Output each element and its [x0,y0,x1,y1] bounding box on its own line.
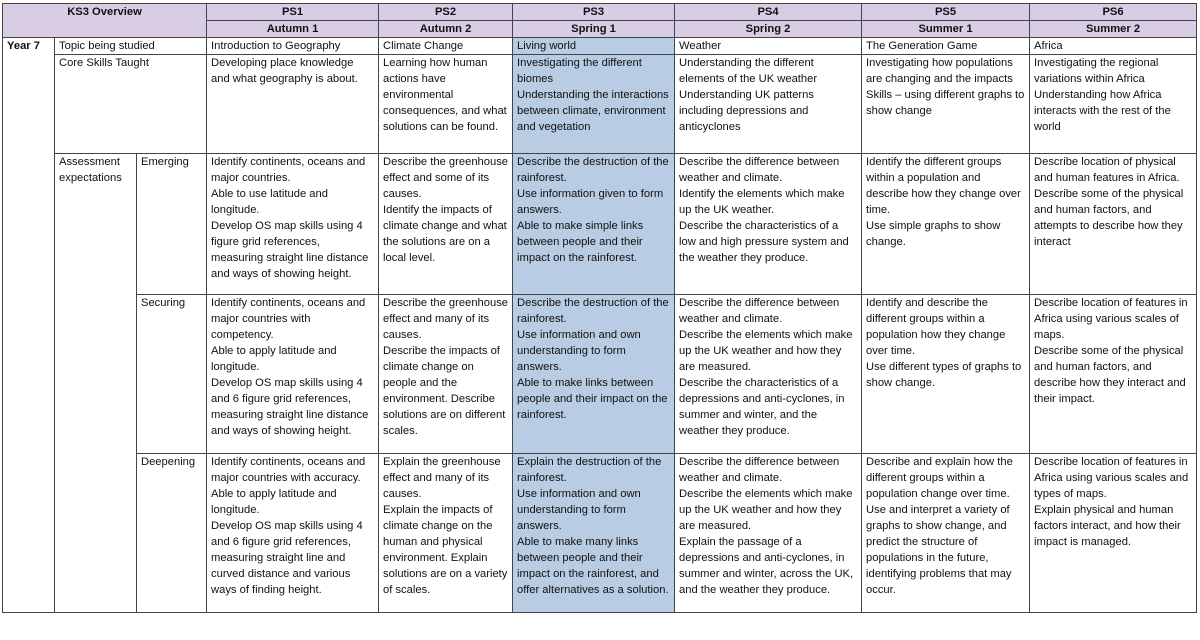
cell-text-line: The Generation Game [866,40,978,52]
cell-text-line: Describe the characteristics of a depressions and anti-cyclones, in summer and winter, and the weather they produce. [679,377,845,437]
row-label-assessment: Assessment expectations [55,154,137,613]
column-header-ps: PS6 [1030,4,1197,21]
cell-text-line: Identify continents, oceans and major countries. [211,156,366,184]
cell-text-line: Identify continents, oceans and major countries with accuracy. [211,456,366,484]
cell-text-line: Understanding UK patterns including depressions and anticyclones [679,89,814,133]
cell-text-line: Describe location of features in Africa using various scales of maps. [1034,297,1188,341]
cell-text-line: Able to make simple links between people and their impact on the rainforest. [517,220,644,264]
cell-text-line: Africa [1034,40,1063,52]
row-label-core-skills: Core Skills Taught [55,55,207,154]
column-header-ps: PS5 [862,4,1030,21]
column-header-term: Spring 2 [675,21,862,38]
core-skills-cell [513,55,675,154]
cell-text-line: Describe the impacts of climate change on people and the environment. Describe solutions are on different scales. [383,345,506,437]
cell-text-line: Describe the destruction of the rainforest. [517,156,669,184]
cell-text-line: Investigating the different biomes [517,57,642,85]
emerging-cell [379,154,513,295]
cell-text-line: Explain the greenhouse effect and many of its causes. [383,456,501,500]
cell-text-line: Describe the elements which make up the UK weather and how they are measured. [679,329,853,373]
cell-text-line: Develop OS map skills using 4 and 6 figure grid references, measuring straight line distance and ways of showing height. [211,377,369,437]
emerging-row [3,154,1197,295]
core-skills-cell [1030,55,1197,154]
cell-text-line: Understanding how Africa interacts with the rest of the world [1034,89,1171,133]
cell-text-line: Able to use latitude and longitude. [211,188,328,216]
row-label-topic: Topic being studied [55,38,207,55]
cell-text-line: Describe the characteristics of a low and high pressure system and the weather they produce. [679,220,849,264]
securing-row [3,295,1197,454]
column-header-term: Summer 1 [862,21,1030,38]
cell-text-line: Describe the destruction of the rainforest. [517,297,669,325]
securing-cell [1030,295,1197,454]
cell-text-line: Able to make links between people and their impact on the rainforest. [517,377,668,421]
emerging-cell [862,154,1030,295]
topic-cell [207,38,379,55]
cell-text-line: Describe location of features in Africa using various scales and types of maps. [1034,456,1189,500]
deepening-cell [207,454,379,613]
cell-text-line: Weather [679,40,722,52]
securing-cell [207,295,379,454]
core-skills-cell [862,55,1030,154]
cell-text-line: Describe some of the physical and human factors, and describe how they interact and their impact. [1034,345,1186,405]
securing-cell [379,295,513,454]
cell-text-line: Learning how human actions have environmental consequences, and what solutions can be found. [383,57,507,133]
core-skills-cell [207,55,379,154]
cell-text-line: Describe the difference between weather and climate. [679,297,840,325]
core-skills-cell [379,55,513,154]
cell-text-line: Describe some of the physical and human factors, and attempts to describe how they interact [1034,188,1184,248]
column-header-term: Summer 2 [1030,21,1197,38]
column-header-ps: PS2 [379,4,513,21]
cell-text-line: Use simple graphs to show change. [866,220,1001,248]
cell-text-line: Explain the destruction of the rainforest. [517,456,662,484]
cell-text-line: Explain physical and human factors interact, and how their impact is managed. [1034,504,1181,548]
core-skills-cell [675,55,862,154]
securing-cell [675,295,862,454]
securing-cell [862,295,1030,454]
cell-text-line: Describe the greenhouse effect and many of its causes. [383,297,509,341]
year-label: Year 7 [3,38,55,613]
cell-text-line: Understanding the different elements of the UK weather [679,57,818,85]
cell-text-line: Use different types of graphs to show change. [866,361,1022,389]
level-label-deepening: Deepening [137,454,207,613]
cell-text-line: Living world [517,40,577,52]
emerging-cell [207,154,379,295]
topic-cell [379,38,513,55]
column-header-ps: PS1 [207,4,379,21]
column-header-ps: PS4 [675,4,862,21]
overview-title: KS3 Overview [3,4,207,38]
deepening-cell [862,454,1030,613]
column-header-ps: PS3 [513,4,675,21]
cell-text-line: Use information given to form answers. [517,188,664,216]
column-header-term: Spring 1 [513,21,675,38]
cell-text-line: Developing place knowledge and what geography is about. [211,57,358,85]
column-header-term: Autumn 1 [207,21,379,38]
cell-text-line: Describe the greenhouse effect and some of its causes. [383,156,509,200]
cell-text-line: Explain the passage of a depressions and anti-cyclones, in summer and winter, across the UK, and the weather they produce. [679,536,854,596]
deepening-cell [379,454,513,613]
cell-text-line: Investigating how populations are changing and the impacts [866,57,1013,85]
cell-text-line: Investigating the regional variations within Africa [1034,57,1159,85]
cell-text-line: Describe the elements which make up the UK weather and how they are measured. [679,488,853,532]
topic-cell [862,38,1030,55]
cell-text-line: Describe and explain how the different groups within a population change over time. [866,456,1013,500]
cell-text-line: Describe location of physical and human features in Africa. [1034,156,1180,184]
cell-text-line: Identify and describe the different groups within a population how they change over time. [866,297,1006,357]
column-header-term: Autumn 2 [379,21,513,38]
cell-text-line: Use and interpret a variety of graphs to show change, and predict the structure of populations in the future, identifying problems that may occur. [866,504,1012,596]
topic-cell [513,38,675,55]
topic-cell [1030,38,1197,55]
emerging-cell [675,154,862,295]
cell-text-line: Describe the difference between weather and climate. [679,456,840,484]
header-row-programme [3,4,1197,21]
cell-text-line: Identify continents, oceans and major countries with competency. [211,297,366,341]
cell-text-line: Able to apply latitude and longitude. [211,488,337,516]
cell-text-line: Climate Change [383,40,464,52]
cell-text-line: Able to apply latitude and longitude. [211,345,337,373]
cell-text-line: Identify the different groups within a population and describe how they change over time. [866,156,1021,216]
securing-cell [513,295,675,454]
topic-row [3,38,1197,55]
cell-text-line: Develop OS map skills using 4 figure grid references, measuring straight line distance and ways of showing height. [211,220,369,280]
cell-text-line: Use information and own understanding to form answers. [517,329,641,373]
cell-text-line: Introduction to Geography [211,40,341,52]
cell-text-line: Understanding the interactions between climate, environment and vegetation [517,89,669,133]
cell-text-line: Use information and own understanding to form answers. [517,488,641,532]
emerging-cell [1030,154,1197,295]
cell-text-line: Skills – using different graphs to show change [866,89,1025,117]
level-label-securing: Securing [137,295,207,454]
emerging-cell [513,154,675,295]
cell-text-line: Develop OS map skills using 4 and 6 figure grid references, measuring straight line and curved distance and various ways of finding height. [211,520,363,596]
deepening-cell [1030,454,1197,613]
deepening-cell [513,454,675,613]
topic-cell [675,38,862,55]
deepening-row [3,454,1197,613]
cell-text-line: Describe the difference between weather and climate. [679,156,840,184]
cell-text-line: Identify the impacts of climate change and what the solutions are on a local level. [383,204,507,264]
deepening-cell [675,454,862,613]
cell-text-line: Explain the impacts of climate change on the human and physical environment. Explain solutions are on a variety of scales. [383,504,508,596]
cell-text-line: Identify the elements which make up the UK weather. [679,188,845,216]
cell-text-line: Able to make many links between people and their impact on the rainforest, and offer alternatives as a solution. [517,536,669,596]
core-skills-row [3,55,1197,154]
ks3-overview-table [2,3,1197,613]
level-label-emerging: Emerging [137,154,207,295]
